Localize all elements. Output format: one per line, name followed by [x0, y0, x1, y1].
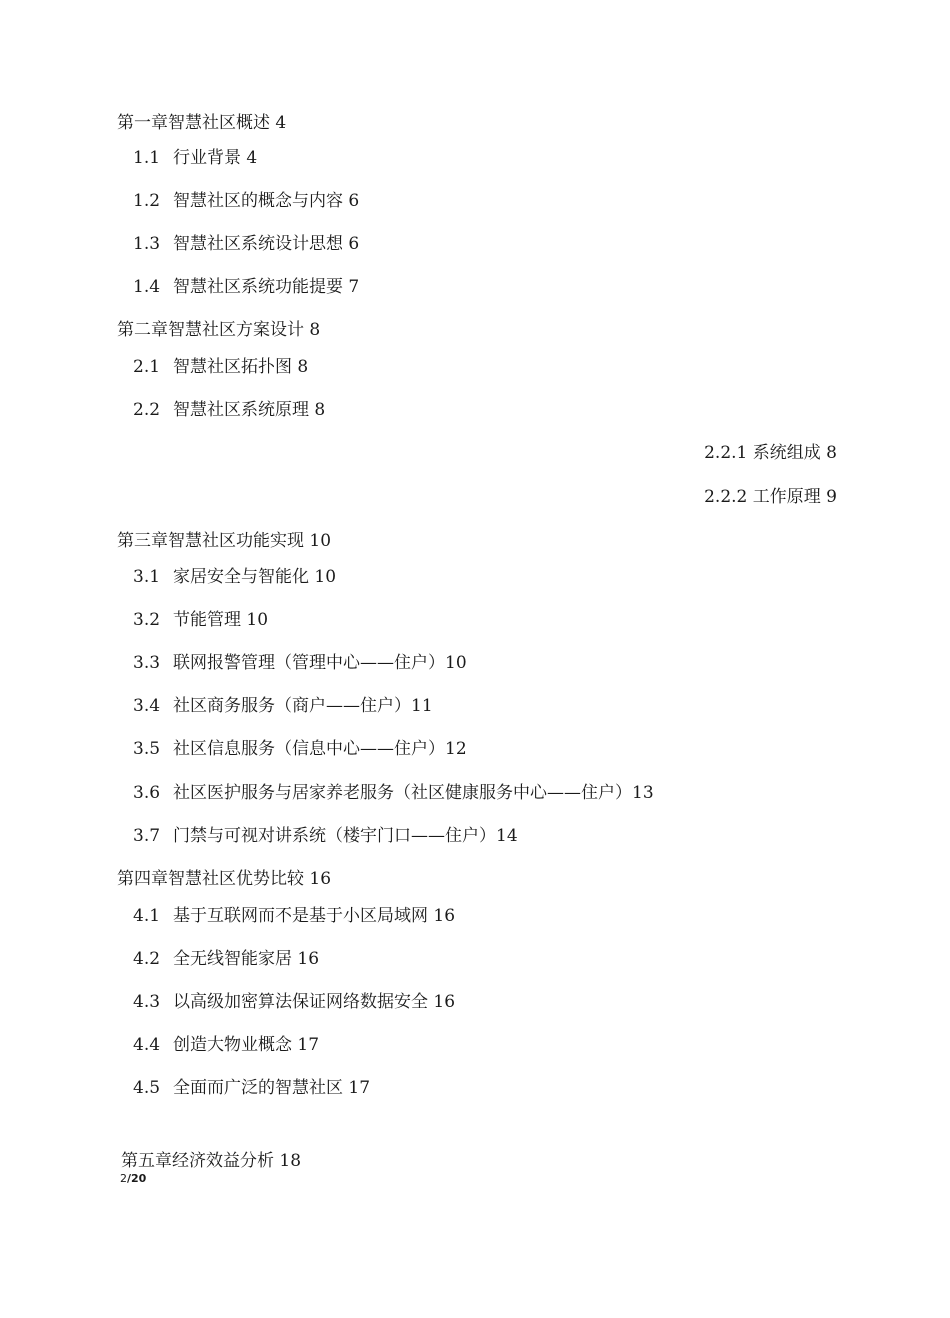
toc-section-2-2	[133, 399, 325, 421]
section-number: 3.3	[133, 653, 161, 673]
section-title: 联网报警管理（管理中心——住户）10	[173, 653, 467, 673]
toc-section-1-3	[133, 233, 359, 255]
section-title: 社区医护服务与居家养老服务（社区健康服务中心——住户）13	[173, 783, 654, 803]
section-number: 1.3	[133, 234, 161, 254]
toc-section-3-3	[133, 652, 467, 674]
page-number	[120, 1172, 146, 1185]
section-title: 智慧社区系统功能提要 7	[173, 277, 360, 297]
section-number: 3.2	[133, 610, 161, 630]
toc-section-4-1	[133, 905, 455, 927]
section-number: 1.4	[133, 277, 161, 297]
section-title: 社区信息服务（信息中心——住户）12	[173, 739, 467, 759]
section-title: 智慧社区系统设计思想 6	[173, 234, 360, 254]
toc-section-4-3	[133, 991, 455, 1013]
section-number: 3.5	[133, 739, 161, 759]
toc-section-1-2	[133, 190, 359, 212]
toc-section-4-4	[133, 1034, 319, 1056]
section-number: 4.2	[133, 949, 161, 969]
section-number: 2.1	[133, 357, 161, 377]
toc-section-3-5	[133, 738, 467, 760]
page-total: /20	[127, 1172, 147, 1185]
section-number: 4.3	[133, 992, 161, 1012]
section-number: 1.2	[133, 191, 161, 211]
toc-chapter-3: 第三章智慧社区功能实现 10	[117, 531, 332, 551]
toc-subsection-2-2-1: 2.2.1 系统组成 8	[704, 443, 837, 463]
toc-section-4-5	[133, 1077, 370, 1099]
section-title: 智慧社区的概念与内容 6	[173, 191, 360, 211]
section-title: 基于互联网而不是基于小区局域网 16	[173, 906, 456, 926]
section-number: 2.2	[133, 400, 161, 420]
toc-section-3-4	[133, 695, 433, 717]
toc-section-3-2	[133, 609, 268, 631]
section-title: 行业背景 4	[173, 148, 258, 168]
section-title: 家居安全与智能化 10	[173, 567, 337, 587]
toc-section-3-6	[133, 782, 654, 804]
section-number: 3.7	[133, 826, 161, 846]
section-title: 门禁与可视对讲系统（楼宇门口——住户）14	[173, 826, 518, 846]
section-number: 3.1	[133, 567, 161, 587]
section-title: 智慧社区拓扑图 8	[173, 357, 309, 377]
toc-chapter-2: 第二章智慧社区方案设计 8	[117, 320, 321, 340]
section-title: 节能管理 10	[173, 610, 269, 630]
section-number: 1.1	[133, 148, 161, 168]
section-title: 社区商务服务（商户——住户）11	[173, 696, 433, 716]
section-title: 全面而广泛的智慧社区 17	[173, 1078, 371, 1098]
section-title: 智慧社区系统原理 8	[173, 400, 326, 420]
section-title: 创造大物业概念 17	[173, 1035, 320, 1055]
section-number: 3.6	[133, 783, 161, 803]
toc-section-2-1	[133, 356, 308, 378]
section-title: 全无线智能家居 16	[173, 949, 320, 969]
toc-section-3-7	[133, 825, 518, 847]
section-number: 4.5	[133, 1078, 161, 1098]
toc-section-3-1	[133, 566, 336, 588]
toc-chapter-4: 第四章智慧社区优势比较 16	[117, 869, 332, 889]
toc-chapter-5: 第五章经济效益分析 18	[121, 1151, 302, 1171]
toc-section-1-1	[133, 147, 257, 169]
section-number: 4.1	[133, 906, 161, 926]
section-number: 4.4	[133, 1035, 161, 1055]
section-title: 以高级加密算法保证网络数据安全 16	[173, 992, 456, 1012]
toc-section-4-2	[133, 948, 319, 970]
toc-section-1-4	[133, 276, 359, 298]
section-number: 3.4	[133, 696, 161, 716]
page-current: 2	[120, 1172, 127, 1185]
toc-subsection-2-2-2: 2.2.2 工作原理 9	[704, 487, 837, 507]
toc-chapter-1: 第一章智慧社区概述 4	[117, 113, 287, 133]
